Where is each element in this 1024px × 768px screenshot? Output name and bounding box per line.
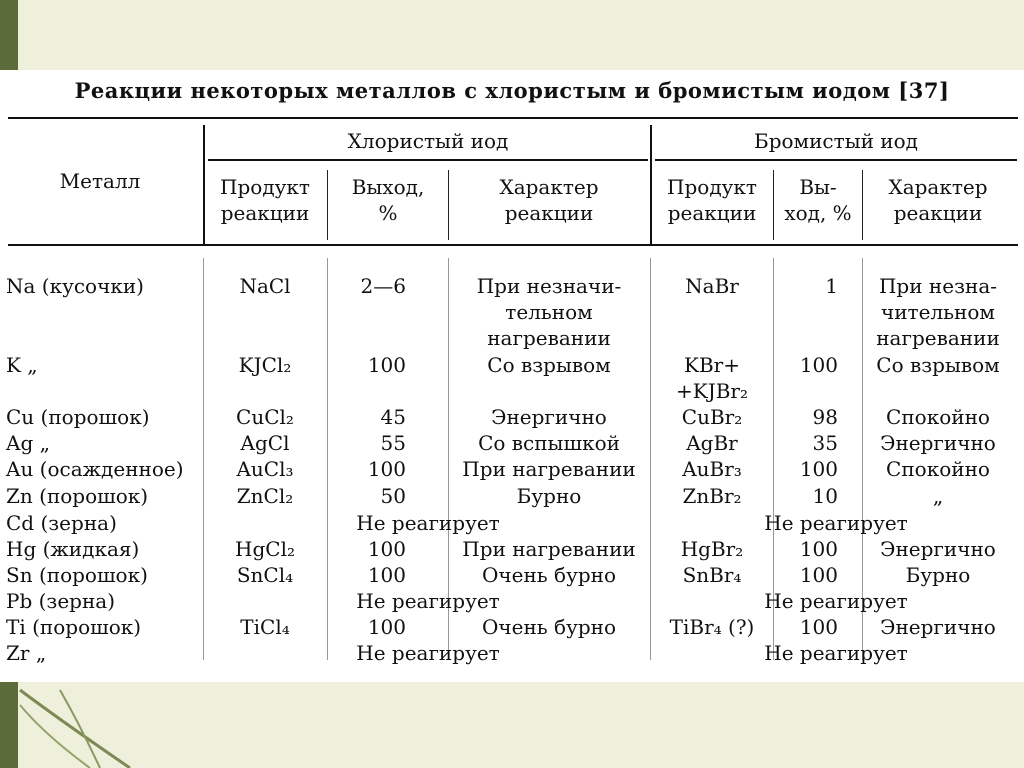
- cell-metal: Cd (зерна): [6, 511, 117, 535]
- rule-body-4: [650, 258, 651, 660]
- header-br-product-1: Продукт: [667, 175, 757, 199]
- header-br-yield-2: ход, %: [784, 201, 852, 225]
- rule-col-metal: [203, 125, 205, 245]
- cell-cl-product: AuCl₃: [236, 457, 294, 481]
- cell-metal: Sn (порошок): [6, 563, 148, 587]
- cell-br-character: Энергично: [880, 615, 996, 639]
- cell-br-character: Со взрывом: [876, 353, 1000, 377]
- cell-cl-no-reaction: Не реагирует: [356, 641, 500, 665]
- cell-cl-character: Со вспышкой: [478, 431, 620, 455]
- cell-metal: Cu (порошок): [6, 405, 150, 429]
- cell-cl-product: KJCl₂: [238, 353, 292, 377]
- cell-cl-yield: 100: [367, 615, 406, 639]
- header-cl-product-2: реакции: [220, 201, 310, 225]
- cell-cl-no-reaction: Не реагирует: [356, 511, 500, 535]
- header-cl-char-2: реакции: [504, 201, 594, 225]
- cell-metal: Ag „: [6, 431, 50, 455]
- cell-br-yield: 100: [799, 353, 838, 377]
- header-br-yield-1: Вы-: [799, 175, 837, 199]
- cell-cl-yield: 45: [380, 405, 406, 429]
- cell-cl-character: Энергично: [491, 405, 607, 429]
- cell-br-yield: 100: [799, 537, 838, 561]
- cell-br-character: Энергично: [880, 431, 996, 455]
- cell-br-yield: 98: [812, 405, 838, 429]
- cell-br-yield: 10: [812, 484, 838, 508]
- cell-cl-yield: 100: [367, 563, 406, 587]
- rule-hdr-3: [773, 170, 774, 240]
- cell-br-product: CuBr₂: [681, 405, 743, 429]
- cell-cl-product: ZnCl₂: [236, 484, 294, 508]
- cell-metal: Hg (жидкая): [6, 537, 140, 561]
- cell-cl-character: Очень бурно: [481, 563, 617, 587]
- cell-br-yield: 35: [812, 431, 838, 455]
- cell-cl-character: При незначи-: [476, 274, 622, 298]
- cell-br-product: NaBr: [685, 274, 739, 298]
- cell-br-character: „: [932, 484, 944, 508]
- cell-cl-character: При нагревании: [462, 537, 636, 561]
- cell-cl-product: NaCl: [239, 274, 291, 298]
- cell-metal: K „: [6, 353, 38, 377]
- cell-metal: Pb (зерна): [6, 589, 116, 613]
- header-cl-yield-2: %: [378, 201, 398, 225]
- cell-cl-yield: 2—6: [360, 274, 406, 298]
- cell-cl-character: Со взрывом: [487, 353, 611, 377]
- cell-br-character: чительном: [881, 300, 995, 324]
- cell-br-character: Спокойно: [886, 405, 990, 429]
- rule-group-cl: [208, 159, 648, 161]
- cell-br-yield: 100: [799, 457, 838, 481]
- cell-br-yield: 100: [799, 615, 838, 639]
- cell-br-product: HgBr₂: [680, 537, 744, 561]
- cell-br-character: Спокойно: [886, 457, 990, 481]
- cell-br-character: Бурно: [905, 563, 971, 587]
- cell-cl-yield: 55: [380, 431, 406, 455]
- header-br-product-2: реакции: [667, 201, 757, 225]
- table-title: Реакции некоторых металлов с хлористым и бромистым иодом [37]: [74, 78, 950, 103]
- header-chloride-group: Хлористый иод: [347, 129, 509, 153]
- header-cl-char-1: Характер: [499, 175, 599, 199]
- cell-br-yield: 1: [825, 274, 838, 298]
- cell-br-product: AgBr: [686, 431, 738, 455]
- cell-metal: Au (осажденное): [6, 457, 184, 481]
- rule-body-1: [203, 258, 204, 660]
- cell-br-product: SnBr₄: [682, 563, 742, 587]
- rule-col-group: [650, 125, 652, 245]
- cell-cl-product: TiCl₄: [240, 615, 290, 639]
- cell-cl-yield: 50: [380, 484, 406, 508]
- table-sheet: [0, 70, 1024, 682]
- rule-hdr-2: [448, 170, 449, 240]
- cell-br-yield: 100: [799, 563, 838, 587]
- cell-cl-yield: 100: [367, 537, 406, 561]
- cell-cl-character: Бурно: [516, 484, 582, 508]
- cell-cl-character: При нагревании: [462, 457, 636, 481]
- cell-br-no-reaction: Не реагирует: [764, 511, 908, 535]
- cell-br-product: TiBr₄ (?): [669, 615, 755, 639]
- header-bromide-group: Бромистый иод: [754, 129, 918, 153]
- cell-metal: Ti (порошок): [6, 615, 142, 639]
- cell-br-character: При незна-: [878, 274, 998, 298]
- cell-metal: Zr „: [6, 641, 47, 665]
- header-metal: Металл: [59, 169, 141, 193]
- cell-cl-character: нагревании: [487, 326, 611, 350]
- rule-hdr-4: [862, 170, 863, 240]
- cell-cl-yield: 100: [367, 457, 406, 481]
- cell-metal: Zn (порошок): [6, 484, 149, 508]
- cell-metal: Na (кусочки): [6, 274, 144, 298]
- header-br-char-2: реакции: [893, 201, 983, 225]
- rule-header-bottom: [8, 244, 1018, 246]
- cell-br-no-reaction: Не реагирует: [764, 641, 908, 665]
- cell-cl-yield: 100: [367, 353, 406, 377]
- cell-cl-no-reaction: Не реагирует: [356, 589, 500, 613]
- cell-cl-product: CuCl₂: [236, 405, 294, 429]
- cell-br-character: Энергично: [880, 537, 996, 561]
- header-br-char-1: Характер: [888, 175, 988, 199]
- cell-cl-product: HgCl₂: [235, 537, 295, 561]
- cell-br-product: AuBr₃: [682, 457, 742, 481]
- cell-br-product: KBr+: [684, 353, 740, 377]
- rule-hdr-1: [327, 170, 328, 240]
- cell-br-no-reaction: Не реагирует: [764, 589, 908, 613]
- cell-br-product: ZnBr₂: [682, 484, 742, 508]
- rule-top: [8, 117, 1018, 119]
- cell-cl-character: Очень бурно: [481, 615, 617, 639]
- header-cl-yield-1: Выход,: [351, 175, 425, 199]
- cell-br-product: +KJBr₂: [676, 379, 748, 403]
- cell-br-character: нагревании: [876, 326, 1000, 350]
- header-cl-product-1: Продукт: [220, 175, 310, 199]
- cell-cl-character: тельном: [505, 300, 593, 324]
- rule-group-br: [655, 159, 1017, 161]
- cell-cl-product: SnCl₄: [236, 563, 294, 587]
- rule-body-2: [327, 258, 328, 660]
- cell-cl-product: AgCl: [240, 431, 290, 455]
